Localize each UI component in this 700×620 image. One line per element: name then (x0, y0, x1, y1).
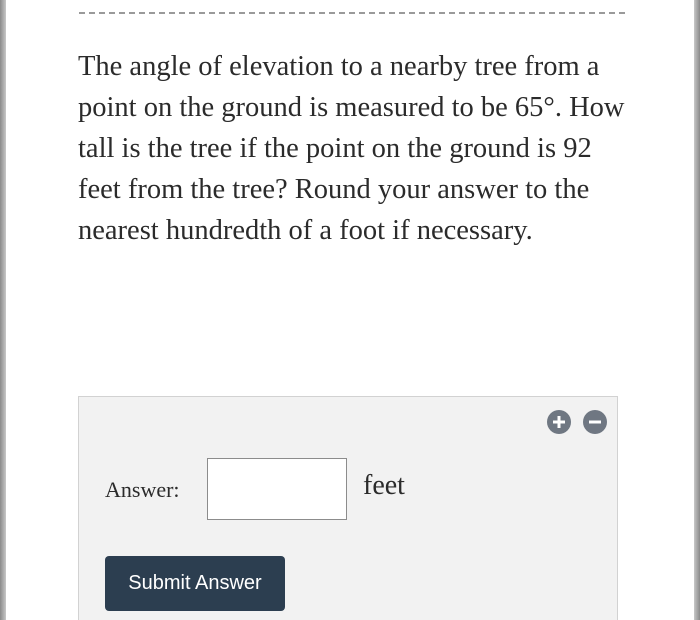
answer-input[interactable] (207, 458, 347, 520)
minus-circle-icon[interactable] (583, 410, 607, 434)
unit-label: feet (363, 470, 405, 501)
answer-label: Answer: (105, 477, 180, 502)
dashed-divider (79, 12, 625, 14)
question-page (6, 0, 694, 620)
page-edge-right (694, 0, 700, 620)
answer-panel (78, 396, 618, 620)
plus-circle-icon[interactable] (547, 410, 571, 434)
question-text: The angle of elevation to a nearby tree from a point on the ground is measured to be 65°. How tall is the tree if the point on the ground is 92 feet from the tree? Round your answer to the nearest hundredth of a foot if necessary. (78, 51, 625, 246)
submit-answer-button[interactable]: Submit Answer (105, 556, 285, 611)
